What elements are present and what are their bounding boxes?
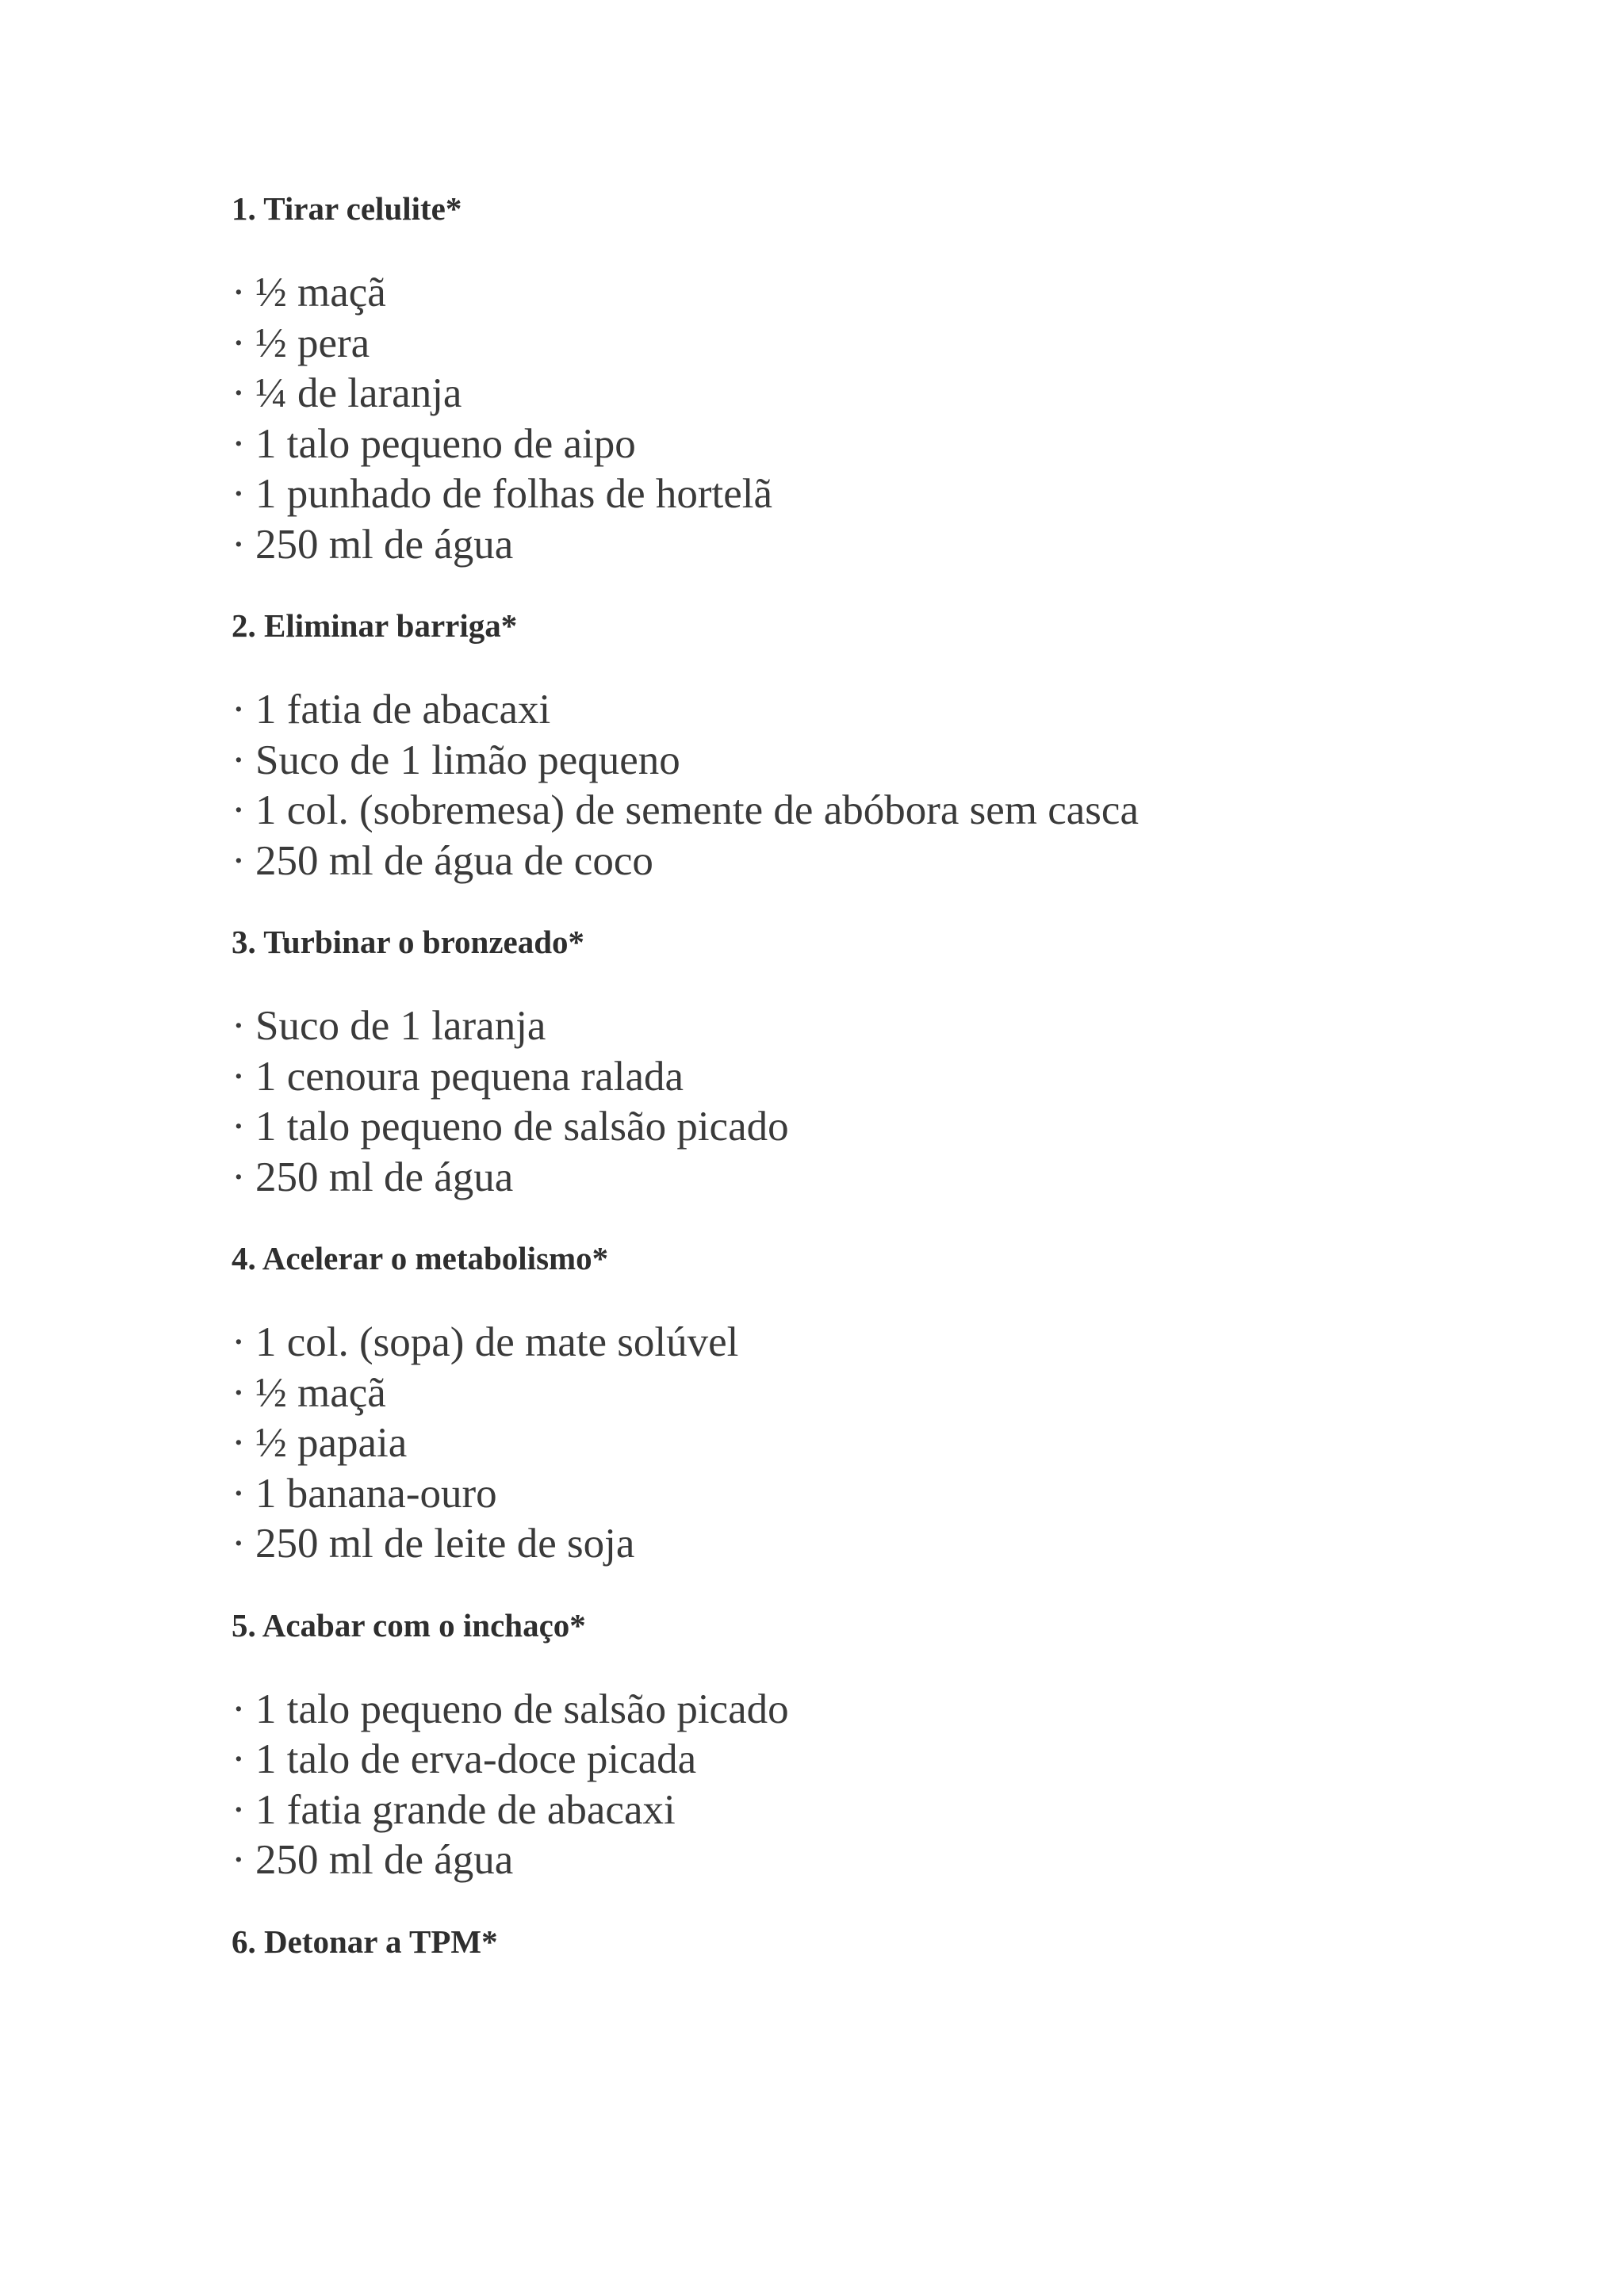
ingredient-item	[232, 369, 1580, 419]
ingredient-item	[232, 1469, 1580, 1520]
ingredient-item	[232, 268, 1580, 319]
bullet-dot-icon: ·	[232, 737, 246, 783]
bullet-dot-icon: ·	[232, 1736, 246, 1782]
bullet-dot-icon: ·	[232, 1837, 246, 1883]
bullet-dot-icon: ·	[232, 420, 246, 467]
bullet-dot-icon: ·	[232, 1154, 246, 1200]
ingredient-text: ½ pera	[255, 320, 370, 366]
bullet-dot-icon: ·	[232, 1104, 246, 1150]
ingredient-text: ½ maçã	[255, 270, 386, 316]
ingredient-text: 250 ml de água	[255, 1154, 514, 1200]
recipe-section	[232, 606, 1580, 886]
ingredient-text: 1 punhado de folhas de hortelã	[255, 471, 772, 517]
bullet-dot-icon: ·	[232, 370, 246, 416]
ingredient-text: Suco de 1 laranja	[255, 1003, 546, 1049]
recipe-section	[232, 189, 1580, 570]
section-title: 3. Turbinar o bronzeado*	[232, 924, 585, 960]
ingredient-item	[232, 1102, 1580, 1153]
document-page	[232, 189, 1580, 2001]
ingredient-item	[232, 1052, 1580, 1103]
ingredient-item	[232, 1685, 1580, 1735]
ingredient-item	[232, 1835, 1580, 1886]
ingredient-text: 1 talo pequeno de salsão picado	[255, 1104, 789, 1150]
ingredient-item	[232, 836, 1580, 887]
section-title: 2. Eliminar barriga*	[232, 607, 518, 644]
bullet-dot-icon: ·	[232, 1053, 246, 1100]
ingredient-item	[232, 1418, 1580, 1469]
bullet-dot-icon: ·	[232, 1686, 246, 1732]
ingredient-list	[232, 685, 1580, 886]
ingredient-text: 1 fatia grande de abacaxi	[255, 1786, 676, 1833]
ingredient-text: 1 col. (sobremesa) de semente de abóbora sem casca	[255, 787, 1139, 833]
ingredient-list	[232, 1318, 1580, 1570]
ingredient-item	[232, 469, 1580, 520]
bullet-dot-icon: ·	[232, 1369, 246, 1416]
ingredient-text: 250 ml de água de coco	[255, 837, 653, 884]
ingredient-text: 1 talo pequeno de salsão picado	[255, 1686, 789, 1732]
bullet-dot-icon: ·	[232, 837, 246, 884]
ingredient-item	[232, 1368, 1580, 1419]
recipe-section	[232, 1605, 1580, 1886]
ingredient-text: 1 cenoura pequena ralada	[255, 1053, 684, 1100]
ingredient-text: ½ maçã	[255, 1369, 386, 1416]
ingredient-text: 1 talo de erva-doce picada	[255, 1736, 697, 1782]
ingredient-item	[232, 1318, 1580, 1368]
ingredient-item	[232, 1001, 1580, 1052]
ingredient-text: 250 ml de água	[255, 1837, 514, 1883]
ingredient-item	[232, 736, 1580, 786]
recipe-section	[232, 1922, 1580, 1961]
bullet-dot-icon: ·	[232, 521, 246, 568]
ingredient-item	[232, 1735, 1580, 1785]
ingredient-text: 250 ml de leite de soja	[255, 1521, 635, 1567]
ingredient-text: 1 fatia de abacaxi	[255, 687, 551, 733]
ingredient-text: 1 banana-ouro	[255, 1470, 497, 1517]
section-title: 5. Acabar com o inchaço*	[232, 1606, 586, 1644]
section-title: 1. Tirar celulite*	[232, 190, 462, 227]
bullet-dot-icon: ·	[232, 1470, 246, 1517]
bullet-dot-icon: ·	[232, 1786, 246, 1833]
bullet-dot-icon: ·	[232, 1319, 246, 1365]
section-title: 6. Detonar a TPM*	[232, 1923, 498, 1960]
ingredient-text: 1 col. (sopa) de mate solúvel	[255, 1319, 739, 1365]
ingredient-item	[232, 419, 1580, 470]
bullet-dot-icon: ·	[232, 1521, 246, 1567]
ingredient-list	[232, 1001, 1580, 1203]
bullet-dot-icon: ·	[232, 1420, 246, 1466]
ingredient-text: Suco de 1 limão pequeno	[255, 737, 680, 783]
bullet-dot-icon: ·	[232, 320, 246, 366]
ingredient-item	[232, 319, 1580, 369]
ingredient-text: ½ papaia	[255, 1420, 408, 1466]
recipe-section	[232, 922, 1580, 1203]
bullet-dot-icon: ·	[232, 270, 246, 316]
ingredient-item	[232, 1519, 1580, 1570]
bullet-dot-icon: ·	[232, 787, 246, 833]
recipe-section	[232, 1238, 1580, 1570]
ingredient-text: 250 ml de água	[255, 521, 514, 568]
ingredient-text: ¼ de laranja	[255, 370, 462, 416]
ingredient-item	[232, 520, 1580, 571]
bullet-dot-icon: ·	[232, 471, 246, 517]
ingredient-item	[232, 685, 1580, 736]
ingredient-item	[232, 1153, 1580, 1203]
ingredient-item	[232, 1785, 1580, 1836]
ingredient-text: 1 talo pequeno de aipo	[255, 420, 636, 467]
ingredient-list	[232, 268, 1580, 570]
bullet-dot-icon: ·	[232, 687, 246, 733]
ingredient-list	[232, 1685, 1580, 1886]
ingredient-item	[232, 786, 1580, 836]
bullet-dot-icon: ·	[232, 1003, 246, 1049]
section-title: 4. Acelerar o metabolismo*	[232, 1240, 609, 1276]
